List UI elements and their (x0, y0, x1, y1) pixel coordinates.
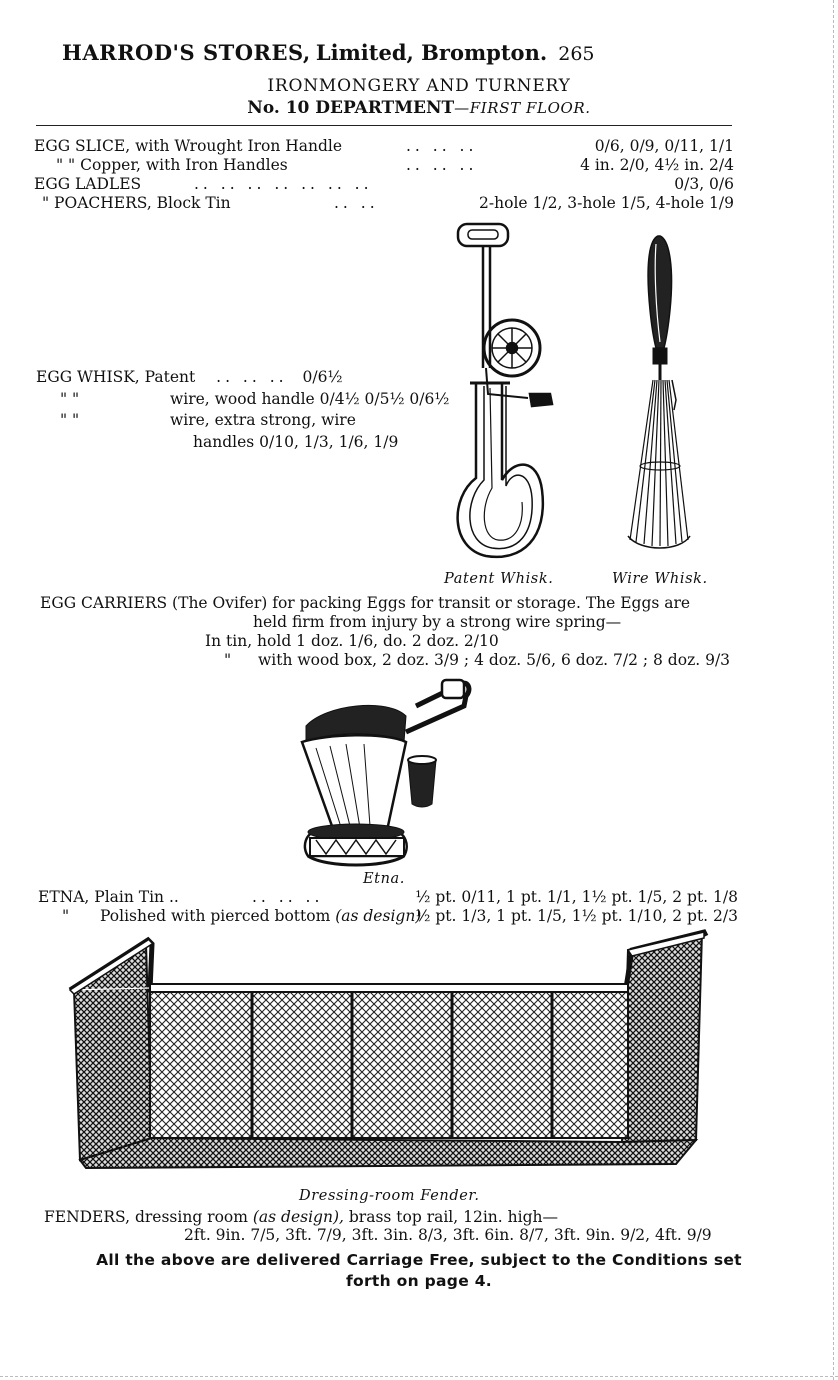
fenders-line-2: 2ft. 9in. 7/5, 3ft. 7/9, 3ft. 3in. 8/3, 3ft. 6in. 8/7, 3ft. 9in. 9/2, 4ft. 9/9 (184, 1226, 712, 1244)
item-label: " POACHERS, Block Tin (42, 194, 231, 212)
egg-carriers-line-3: In tin, hold 1 doz. 1/6, do. 2 doz. 2/10 (205, 632, 499, 650)
item-price: 0/3, 0/6 (674, 175, 734, 193)
leader-dots: .. .. .. (252, 888, 324, 906)
item-price: 4 in. 2/0, 4½ in. 2/4 (580, 156, 734, 174)
store-name: HARROD'S STORES, (62, 40, 311, 65)
egg-carriers-line-4 (224, 651, 730, 669)
wire-whisk-illustration (620, 230, 700, 560)
item-text: brass top rail, 12in. high— (348, 1208, 558, 1226)
department-name: No. 10 DEPARTMENT (247, 98, 455, 118)
section-subtitle: IRONMONGERY AND TURNERY (267, 76, 571, 96)
item-price: ½ pt. 1/3, 1 pt. 1/5, 1½ pt. 1/10, 2 pt. 2/3 (415, 907, 738, 925)
item-label: EGG WHISK, Patent (36, 368, 196, 386)
caption-fender: Dressing-room Fender. (299, 1188, 480, 1204)
delivery-note: All the above are delivered Carriage Free, subject to the Conditions set forth on page 4. (96, 1251, 742, 1290)
fenders-line-1 (44, 1208, 558, 1226)
leader-dots: .. .. .. .. .. .. .. (194, 175, 373, 193)
item-text: Polished with pierced bottom (100, 907, 331, 925)
ditto-mark: " (62, 907, 70, 925)
ditto-marks: " " (60, 411, 80, 429)
egg-whisk-line-1 (36, 368, 342, 386)
egg-whisk-line-4: handles 0/10, 1/3, 1/6, 1/9 (193, 433, 399, 451)
item-label: " " Copper, with Iron Handles (56, 156, 288, 174)
item-label: FENDERS, dressing room (44, 1208, 248, 1226)
egg-carriers-line-1: EGG CARRIERS (The Ovifer) for packing Eggs for transit or storage. The Eggs are (40, 594, 691, 612)
item-label (62, 907, 421, 925)
design-note: (as design) (335, 907, 422, 925)
price-row-etna-polished (62, 907, 738, 927)
item-price: 0/6½ (302, 368, 343, 386)
department-floor: —FIRST FLOOR. (454, 99, 591, 117)
leader-dots: .. .. .. (406, 137, 478, 155)
price-row-egg-slice-copper (34, 156, 734, 176)
ditto-mark: " (224, 651, 232, 669)
page-number: 265 (558, 43, 595, 65)
item-label: ETNA, Plain Tin .. (38, 888, 179, 906)
store-location: Limited, Brompton. (315, 40, 548, 65)
item-price: ½ pt. 0/11, 1 pt. 1/1, 1½ pt. 1/5, 2 pt. 1/8 (415, 888, 738, 906)
item-price: 0/6, 0/9, 0/11, 1/1 (594, 137, 734, 155)
item-price: 2-hole 1/2, 3-hole 1/5, 4-hole 1/9 (479, 194, 734, 212)
ditto-marks: " " (60, 390, 80, 408)
dressing-room-fender-illustration (66, 928, 716, 1176)
price-row-egg-poachers (34, 194, 734, 214)
caption-etna: Etna. (363, 871, 406, 887)
egg-whisk-line-2 (60, 390, 449, 408)
page-edge-right (833, 0, 834, 1380)
leader-dots: .. .. .. (216, 368, 288, 386)
item-label: EGG LADLES (34, 175, 142, 193)
price-row-egg-ladles (34, 175, 734, 195)
caption-patent-whisk: Patent Whisk. (444, 571, 554, 587)
price-row-etna-plain (38, 888, 738, 908)
leader-dots: .. .. .. (406, 156, 478, 174)
item-text: wire, extra strong, wire (170, 411, 356, 429)
leader-dots: .. .. (334, 194, 379, 212)
page-edge-bottom (0, 1376, 838, 1377)
page-header (62, 40, 595, 65)
etna-illustration (296, 676, 476, 871)
header-rule (36, 125, 732, 126)
item-text: wire, wood handle 0/4½ 0/5½ 0/6½ (170, 390, 450, 408)
item-text: with wood box, 2 doz. 3/9 ; 4 doz. 5/6, 6 doz. 7/2 ; 8 doz. 9/3 (258, 651, 731, 669)
department-line (0, 98, 838, 118)
price-row-egg-slice (34, 137, 734, 157)
caption-wire-whisk: Wire Whisk. (612, 571, 708, 587)
patent-whisk-illustration (440, 218, 570, 568)
egg-whisk-line-3 (60, 411, 356, 429)
item-label: EGG SLICE, with Wrought Iron Handle (34, 137, 343, 155)
design-note: (as design), (252, 1208, 344, 1226)
egg-carriers-line-2: held firm from injury by a strong wire spring— (253, 613, 622, 631)
